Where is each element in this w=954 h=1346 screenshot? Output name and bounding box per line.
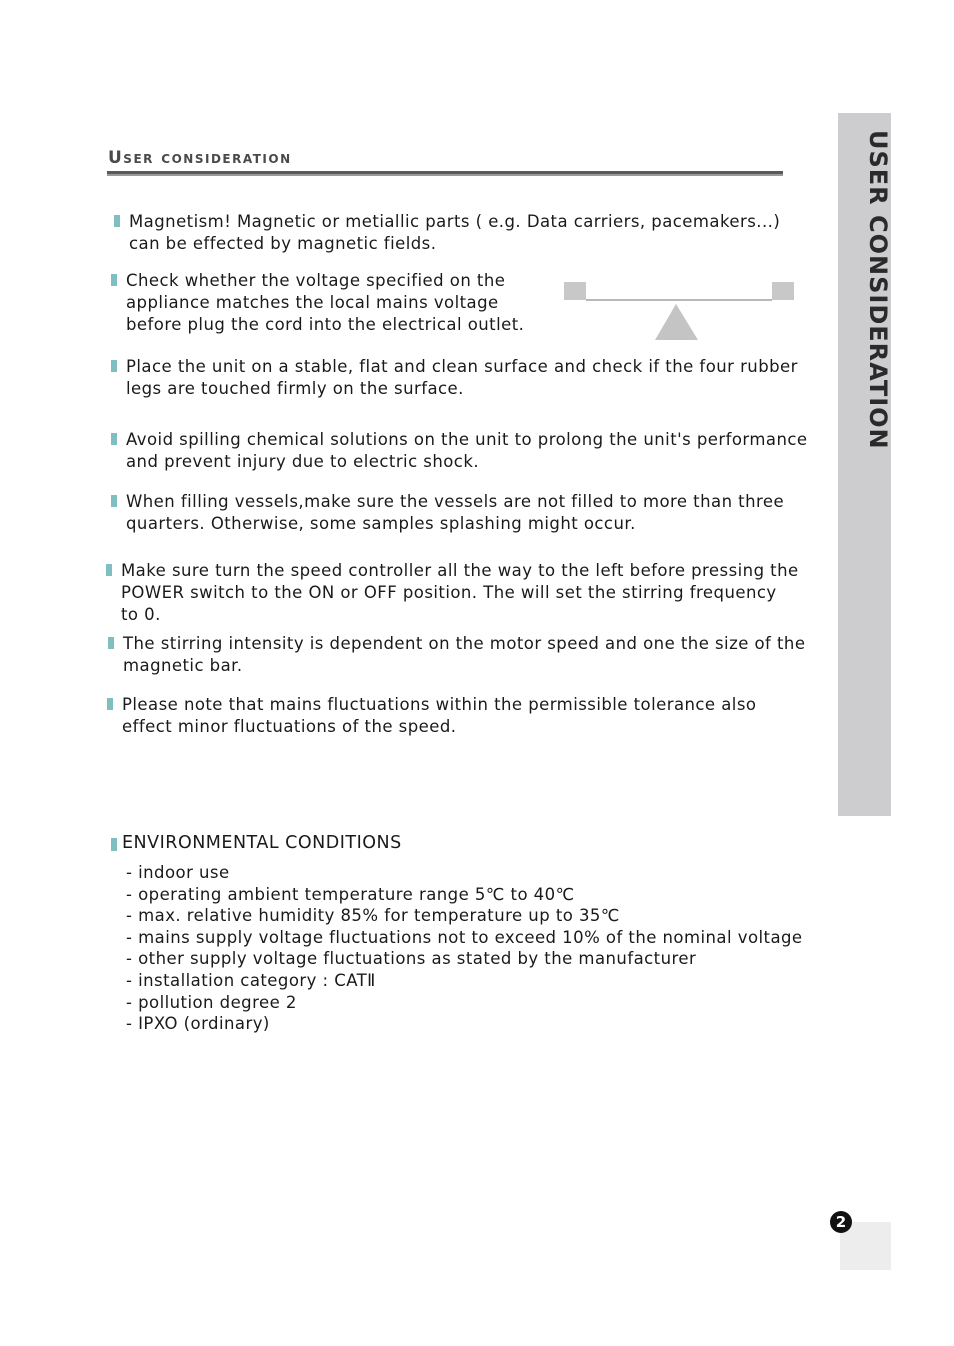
page-number: 2 <box>830 1211 852 1233</box>
balance-scale-icon <box>562 280 796 342</box>
section-title: User consideration <box>108 148 292 168</box>
bullet-stable-surface: Place the unit on a stable, flat and clean surface and check if the four rubber legs are touched firmly on the surface. <box>126 357 798 398</box>
list-item: - pollution degree 2 <box>126 992 803 1014</box>
side-tab-label: USER CONSIDERATION <box>864 130 892 450</box>
title-underline <box>107 171 783 176</box>
environment-list <box>126 862 803 1035</box>
bullet-speed-controller: Make sure turn the speed controller all the way to the left before pressing the POWER switch to the ON or OFF position. The will set the stirring frequency to 0. <box>121 561 799 624</box>
bullet-stirring-intensity: The stirring intensity is dependent on the motor speed and one the size of the magnetic bar. <box>123 634 806 675</box>
list-item: - indoor use <box>126 862 803 884</box>
list-item: - IPXO (ordinary) <box>126 1013 803 1035</box>
list-item: - mains supply voltage fluctuations not to exceed 10% of the nominal voltage <box>126 927 803 949</box>
bullet-filling-vessels: When filling vessels,make sure the vessels are not filled to more than three quarters. Otherwise, some samples splashing might occur. <box>126 492 785 533</box>
list-item: - max. relative humidity 85% for temperature up to 35℃ <box>126 905 803 927</box>
bullet-voltage-check: Check whether the voltage specified on the appliance matches the local mains voltage before plug the cord into the electrical outlet. <box>126 271 525 334</box>
bullet-avoid-spilling: Avoid spilling chemical solutions on the unit to prolong the unit's performance and prevent injury due to electric shock. <box>126 430 808 471</box>
bullet-magnetism: Magnetism! Magnetic or metiallic parts ( e.g. Data carriers, pacemakers...) can be effected by magnetic fields. <box>129 212 781 253</box>
environment-heading: ENVIRONMENTAL CONDITIONS <box>122 833 402 853</box>
list-item: - operating ambient temperature range 5℃ to 40℃ <box>126 884 803 906</box>
list-item: - other supply voltage fluctuations as stated by the manufacturer <box>126 948 803 970</box>
list-item: - installation category : CATⅡ <box>126 970 803 992</box>
bullet-mains-fluctuations: Please note that mains fluctuations within the permissible tolerance also effect minor fluctuations of the speed. <box>122 695 757 736</box>
